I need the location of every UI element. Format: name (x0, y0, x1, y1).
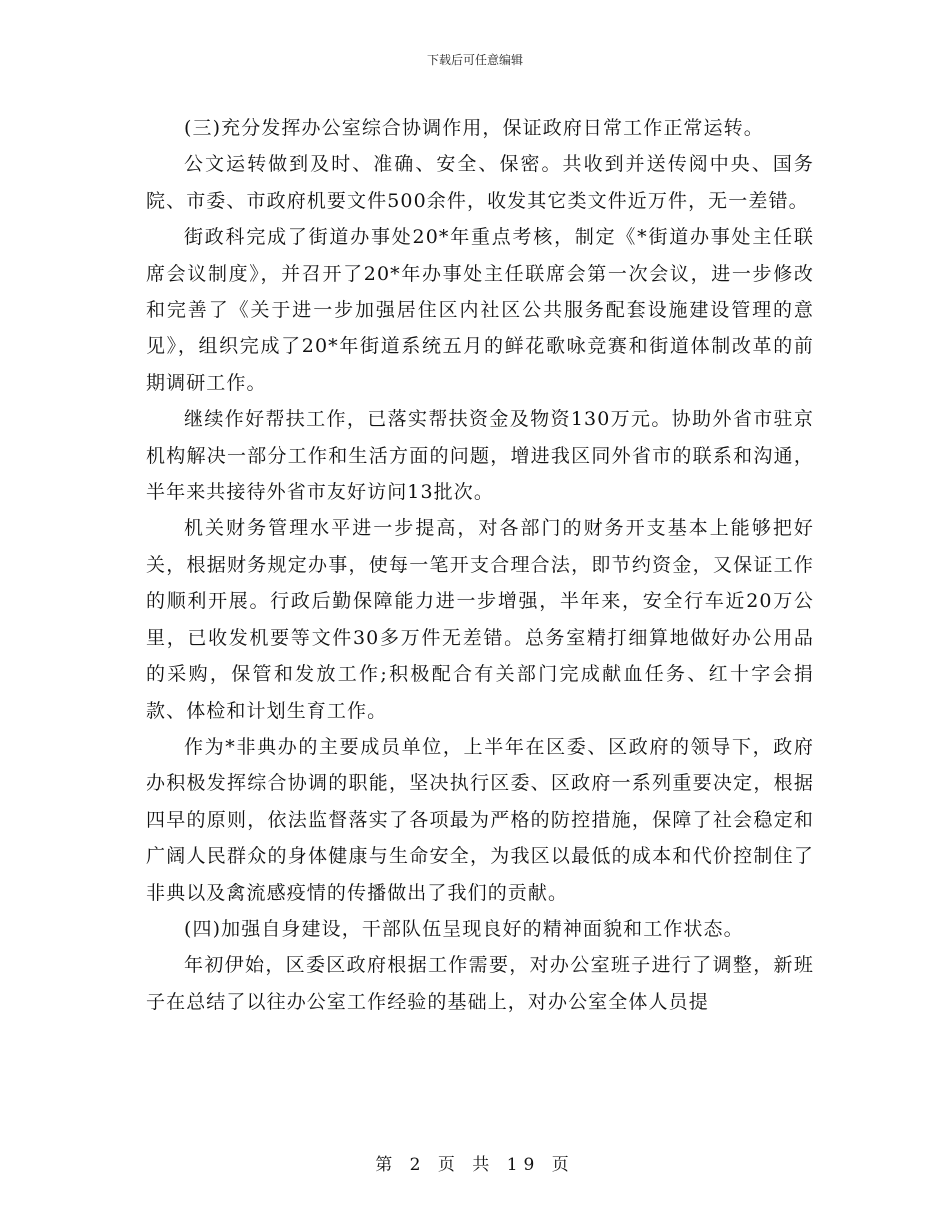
paragraph-finance-logistics: 机关财务管理水平进一步提高，对各部门的财务开支基本上能够把好关，根据财务规定办事，使每一笔开支合理合法，即节约资金，又保证工作的顺利开展。行政后勤保障能力进一步增强，半年来，安全行车近20万公里，已收发机要等文件30多万件无差错。总务室精打细算地做好办公用品的采购，保管和发放工作;积极配合有关部门完成献血任务、红十字会捐款、体检和计划生育工作。 (146, 517, 814, 722)
page-number: 第 2 页 共 19 页 (375, 1155, 575, 1175)
paragraph-section-4-heading: (四)加强自身建设，干部队伍呈现良好的精神面貌和工作状态。 (184, 917, 744, 940)
paragraph-document-circulation: 公文运转做到及时、准确、安全、保密。共收到并送传阅中央、国务院、市委、市政府机要文件500余件，收发其它类文件近万件，无一差错。 (146, 153, 814, 212)
paragraph-team-building: 年初伊始，区委区政府根据工作需要，对办公室班子进行了调整，新班子在总结了以往办公室工作经验的基础上，对办公室全体人员提 (146, 954, 814, 1013)
paragraph-street-affairs: 街政科完成了街道办事处20*年重点考核，制定《*街道办事处主任联席会议制度》，并召开了20*年办事处主任联席会第一次会议，进一步修改和完善了《关于进一步加强居住区内社区公共服务配套设施建设管理的意见》，组织完成了20*年街道系统五月的鲜花歌咏竞赛和街道体制改革的前期调研工作。 (146, 226, 814, 394)
page-header-note: 下载后可任意编辑 (426, 53, 523, 67)
paragraph-section-3-heading: (三)充分发挥办公室综合协调作用，保证政府日常工作正常运转。 (184, 117, 764, 139)
document-body (146, 110, 814, 1020)
paragraph-sars-office: 作为*非典办的主要成员单位，上半年在区委、区政府的领导下，政府办积极发挥综合协调的职能，坚决执行区委、区政府一系列重要决定，根据四早的原则，依法监督落实了各项最为严格的防控措施，保障了社会稳定和广阔人民群众的身体健康与生命安全，为我区以最低的成本和代价控制住了非典以及禽流感疫情的传播做出了我们的贡献。 (146, 735, 814, 904)
paragraph-assistance-work: 继续作好帮扶工作，已落实帮扶资金及物资130万元。协助外省市驻京机构解决一部分工作和生活方面的问题，增进我区同外省市的联系和沟通，半年来共接待外省市友好访问13批次。 (146, 408, 814, 504)
